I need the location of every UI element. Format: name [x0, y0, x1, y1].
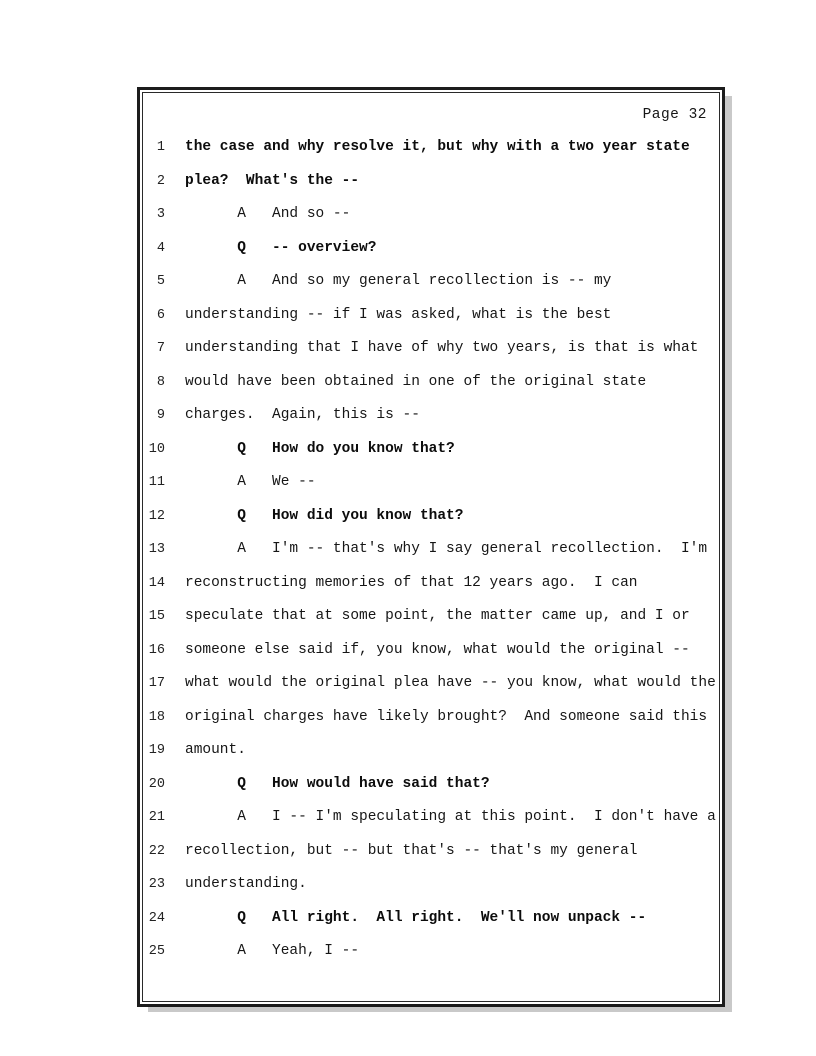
transcript-line — [143, 868, 719, 902]
transcript-line — [143, 265, 719, 299]
line-number: 23 — [148, 877, 165, 892]
line-text: the case and why resolve it, but why with a two year state — [185, 139, 690, 155]
transcript-line — [143, 734, 719, 768]
line-text: speculate that at some point, the matter came up, and I or — [185, 608, 690, 624]
line-number: 4 — [156, 240, 165, 256]
line-text: Q How do you know that? — [185, 440, 455, 457]
line-number: 16 — [148, 642, 165, 658]
line-number: 1 — [156, 140, 165, 155]
transcript-line — [143, 131, 719, 165]
transcript-line — [143, 433, 719, 467]
line-number: 9 — [156, 408, 165, 423]
line-number: 14 — [148, 575, 165, 591]
transcript-line — [143, 533, 719, 567]
line-text: Q -- overview? — [185, 239, 377, 256]
transcript-line — [143, 399, 719, 433]
transcript-line — [143, 500, 719, 534]
line-number: 10 — [148, 441, 165, 457]
line-number: 11 — [148, 475, 165, 490]
page-inner-border — [142, 92, 720, 1002]
transcript-body — [143, 131, 719, 969]
line-text: amount. — [185, 742, 246, 758]
line-text: someone else said if, you know, what would the original -- — [185, 641, 690, 658]
line-text: A I -- I'm speculating at this point. I don't have a — [185, 809, 716, 825]
line-text: A And so -- — [185, 206, 351, 222]
line-number: 21 — [148, 810, 165, 825]
page-number: Page 32 — [642, 107, 707, 123]
page-border — [137, 87, 725, 1007]
line-number: 15 — [148, 609, 165, 624]
line-text: would have been obtained in one of the original state — [185, 373, 647, 390]
line-text: A And so my general recollection is -- my — [185, 273, 612, 289]
transcript-line — [143, 801, 719, 835]
line-text: plea? What's the -- — [185, 172, 360, 189]
line-text: Q How did you know that? — [185, 507, 464, 524]
line-text: understanding. — [185, 876, 307, 892]
line-number: 13 — [148, 542, 165, 557]
line-text: original charges have likely brought? And someone said this — [185, 708, 708, 725]
line-text: what would the original plea have -- you know, what would the — [185, 675, 716, 691]
transcript-line — [143, 902, 719, 936]
line-number: 6 — [156, 307, 165, 323]
line-text: understanding -- if I was asked, what is the best — [185, 306, 612, 323]
line-number: 19 — [148, 743, 165, 758]
transcript-line — [143, 366, 719, 400]
transcript-line — [143, 332, 719, 366]
line-number: 20 — [148, 776, 165, 792]
transcript-line — [143, 232, 719, 266]
transcript-line — [143, 634, 719, 668]
line-text: Q How would have said that? — [185, 775, 490, 792]
transcript-line — [143, 768, 719, 802]
line-text: Q All right. All right. We'll now unpack -- — [185, 909, 647, 926]
line-number: 17 — [148, 676, 165, 691]
transcript-line — [143, 701, 719, 735]
transcript-line — [143, 600, 719, 634]
line-text: A We -- — [185, 474, 316, 490]
line-text: A Yeah, I -- — [185, 943, 360, 959]
line-number: 3 — [156, 207, 165, 222]
line-number: 22 — [148, 843, 165, 859]
line-number: 8 — [156, 374, 165, 390]
transcript-line — [143, 567, 719, 601]
transcript-line — [143, 165, 719, 199]
line-number: 7 — [156, 341, 165, 356]
transcript-line — [143, 667, 719, 701]
line-number: 25 — [148, 944, 165, 959]
transcript-line — [143, 466, 719, 500]
line-text: reconstructing memories of that 12 years ago. I can — [185, 574, 638, 591]
line-text: recollection, but -- but that's -- that's my general — [185, 842, 638, 859]
line-number: 18 — [148, 709, 165, 725]
transcript-line — [143, 198, 719, 232]
line-text: charges. Again, this is -- — [185, 407, 420, 423]
line-number: 2 — [156, 173, 165, 189]
transcript-line — [143, 935, 719, 969]
line-text: understanding that I have of why two years, is that is what — [185, 340, 699, 356]
transcript-line — [143, 299, 719, 333]
line-number: 5 — [156, 274, 165, 289]
transcript-line — [143, 835, 719, 869]
line-text: A I'm -- that's why I say general recollection. I'm — [185, 541, 708, 557]
line-number: 24 — [148, 910, 165, 926]
line-number: 12 — [148, 508, 165, 524]
